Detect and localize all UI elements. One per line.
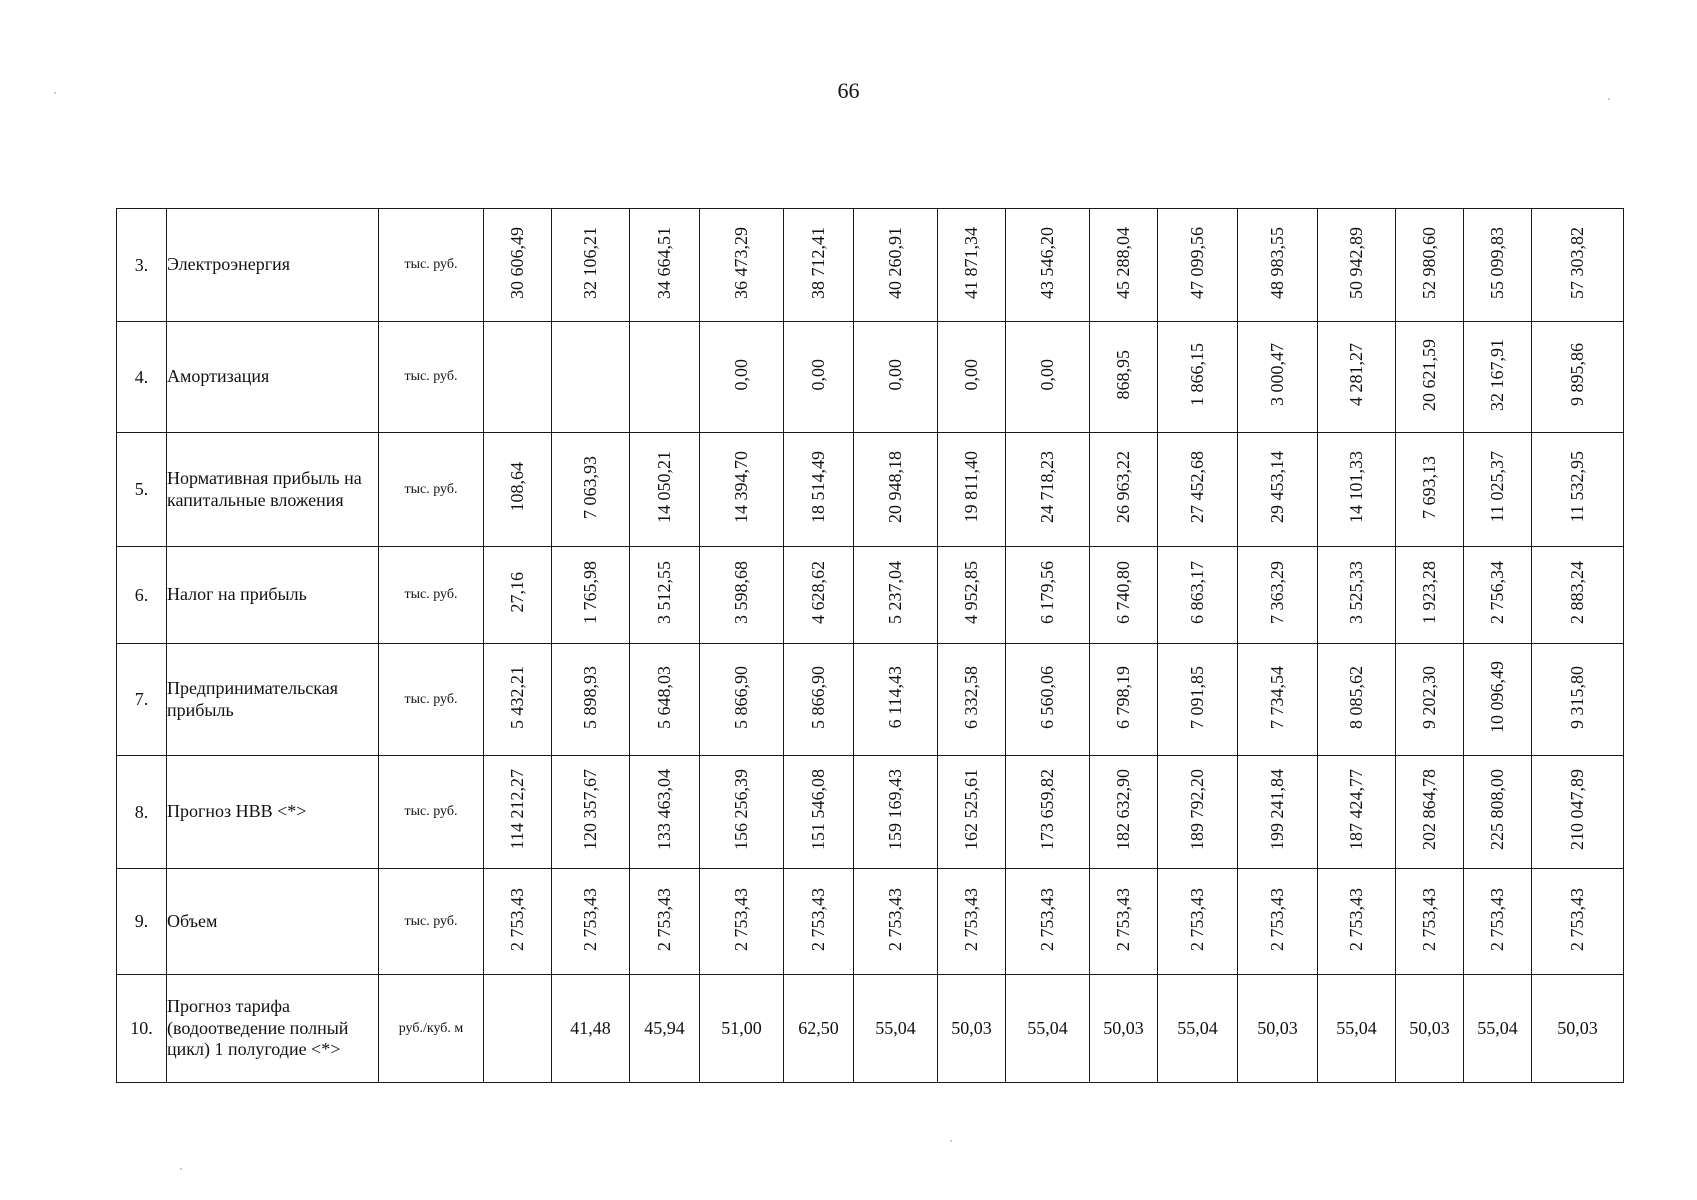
value-cell	[1158, 209, 1238, 322]
value-cell	[1158, 756, 1238, 869]
value-cell	[484, 547, 552, 644]
value-cell: 51,00	[700, 975, 784, 1083]
value-cell	[1090, 756, 1158, 869]
value-text: 2 753,43	[1267, 887, 1287, 951]
value-text: 182 632,90	[1113, 769, 1133, 850]
value-text: 5 898,93	[580, 665, 600, 729]
value-cell	[700, 547, 784, 644]
value-cell	[938, 756, 1006, 869]
value-cell	[1006, 644, 1090, 756]
value-cell	[1238, 547, 1318, 644]
value-text: 0,00	[885, 358, 905, 391]
value-cell	[1006, 209, 1090, 322]
row-number: 10.	[117, 975, 167, 1083]
value-cell	[1318, 644, 1396, 756]
value-cell	[1238, 869, 1318, 975]
value-text: 2 753,43	[1113, 887, 1133, 951]
value-text: 2 753,43	[961, 887, 981, 951]
value-cell	[1238, 209, 1318, 322]
value-text: 52 980,60	[1419, 226, 1439, 299]
row-number: 3.	[117, 209, 167, 322]
value-cell	[1090, 547, 1158, 644]
value-cell	[1238, 433, 1318, 547]
value-cell	[784, 322, 854, 433]
value-cell	[1006, 869, 1090, 975]
value-text: 133 463,04	[654, 769, 674, 850]
value-text: 11 025,37	[1487, 451, 1507, 523]
value-cell	[784, 869, 854, 975]
value-cell	[1532, 209, 1624, 322]
value-text: 6 332,58	[961, 665, 981, 729]
value-text: 2 753,43	[654, 887, 674, 951]
value-cell	[1158, 547, 1238, 644]
value-text: 202 864,78	[1419, 769, 1439, 850]
value-text: 2 753,43	[1487, 887, 1507, 951]
value-text: 2 753,43	[808, 887, 828, 951]
value-cell	[784, 433, 854, 547]
value-cell	[630, 209, 700, 322]
value-text: 156 256,39	[731, 769, 751, 850]
value-text: 4 952,85	[961, 561, 981, 624]
row-number: 8.	[117, 756, 167, 869]
value-text: 32 106,21	[580, 226, 600, 299]
table-row	[117, 644, 1624, 756]
value-cell	[630, 869, 700, 975]
value-text: 27,16	[507, 572, 527, 613]
value-cell	[1396, 756, 1464, 869]
value-cell	[700, 433, 784, 547]
row-unit: тыс. руб.	[379, 322, 484, 433]
value-text: 187 424,77	[1346, 769, 1366, 850]
value-text: 24 718,23	[1037, 451, 1057, 523]
value-text: 14 050,21	[654, 451, 674, 523]
value-text: 5 866,90	[808, 665, 828, 729]
row-indicator-name: Налог на прибыль	[167, 547, 379, 644]
row-unit: тыс. руб.	[379, 209, 484, 322]
value-text: 9 315,80	[1567, 665, 1587, 729]
value-text: 3 525,33	[1346, 561, 1366, 624]
value-text: 43 546,20	[1037, 226, 1057, 299]
value-cell	[484, 975, 552, 1083]
value-text: 29 453,14	[1267, 451, 1287, 523]
scan-speck	[180, 1168, 182, 1170]
value-cell	[1090, 433, 1158, 547]
value-text: 48 983,55	[1267, 226, 1287, 299]
value-text: 34 664,51	[654, 226, 674, 299]
value-cell: 50,03	[1238, 975, 1318, 1083]
value-text: 7 091,85	[1187, 665, 1207, 729]
value-cell	[552, 322, 630, 433]
value-cell	[938, 209, 1006, 322]
row-unit: тыс. руб.	[379, 547, 484, 644]
value-cell	[1006, 322, 1090, 433]
value-text: 26 963,22	[1113, 451, 1133, 523]
table-row	[117, 756, 1624, 869]
value-text: 10 096,49	[1487, 661, 1507, 733]
value-cell	[552, 209, 630, 322]
value-cell	[1464, 644, 1532, 756]
value-cell	[552, 433, 630, 547]
scan-speck	[950, 1140, 952, 1142]
value-cell	[1318, 756, 1396, 869]
value-text: 32 167,91	[1487, 338, 1507, 411]
value-cell	[1238, 756, 1318, 869]
value-text: 11 532,95	[1567, 451, 1587, 523]
value-cell	[938, 644, 1006, 756]
value-cell	[1238, 322, 1318, 433]
table-row	[117, 433, 1624, 547]
value-text: 6 179,56	[1037, 561, 1057, 624]
value-cell	[1006, 756, 1090, 869]
value-cell	[854, 756, 938, 869]
value-cell	[1396, 433, 1464, 547]
value-text: 2 753,43	[1419, 887, 1439, 951]
value-text: 18 514,49	[808, 451, 828, 523]
table-row	[117, 322, 1624, 433]
value-text: 120 357,67	[580, 769, 600, 850]
value-text: 2 753,43	[1187, 887, 1207, 951]
value-cell	[1396, 644, 1464, 756]
value-text: 3 512,55	[654, 561, 674, 624]
value-text: 2 753,43	[1346, 887, 1366, 951]
row-number: 7.	[117, 644, 167, 756]
value-cell	[938, 869, 1006, 975]
value-cell	[1318, 433, 1396, 547]
value-cell	[700, 322, 784, 433]
value-text: 173 659,82	[1037, 769, 1057, 850]
value-cell: 55,04	[854, 975, 938, 1083]
value-cell	[1238, 644, 1318, 756]
value-text: 0,00	[961, 358, 981, 391]
value-text: 2 756,34	[1487, 561, 1507, 624]
value-cell	[484, 322, 552, 433]
value-cell	[1464, 209, 1532, 322]
value-text: 8 085,62	[1346, 665, 1366, 729]
value-text: 6 560,06	[1037, 665, 1057, 729]
row-indicator-name: Электроэнергия	[167, 209, 379, 322]
tariff-forecast-table	[116, 208, 1624, 1083]
value-cell	[1396, 209, 1464, 322]
value-cell	[1464, 869, 1532, 975]
value-cell	[784, 756, 854, 869]
value-cell	[484, 644, 552, 756]
row-indicator-name: Объем	[167, 869, 379, 975]
value-cell: 55,04	[1318, 975, 1396, 1083]
value-text: 2 753,43	[885, 887, 905, 951]
value-text: 4 281,27	[1346, 343, 1366, 406]
value-cell	[1396, 547, 1464, 644]
row-number: 6.	[117, 547, 167, 644]
value-cell: 55,04	[1158, 975, 1238, 1083]
value-text: 20 621,59	[1419, 338, 1439, 411]
row-unit: руб./куб. м	[379, 975, 484, 1083]
value-text: 868,95	[1113, 349, 1133, 400]
row-indicator-name: Амортизация	[167, 322, 379, 433]
value-text: 5 432,21	[507, 665, 527, 729]
value-cell	[784, 547, 854, 644]
value-cell	[630, 433, 700, 547]
row-indicator-name: Предпринимательская прибыль	[167, 644, 379, 756]
row-number: 9.	[117, 869, 167, 975]
value-text: 19 811,40	[961, 451, 981, 523]
value-text: 199 241,84	[1267, 769, 1287, 850]
value-text: 114 212,27	[507, 769, 527, 850]
value-text: 38 712,41	[808, 226, 828, 299]
value-cell	[1532, 547, 1624, 644]
value-text: 9 202,30	[1419, 665, 1439, 729]
value-cell	[552, 869, 630, 975]
value-cell	[1158, 869, 1238, 975]
value-cell	[784, 209, 854, 322]
value-text: 6 863,17	[1187, 561, 1207, 624]
value-text: 41 871,34	[961, 226, 981, 299]
value-cell	[700, 644, 784, 756]
row-indicator-name: Прогноз тарифа (водоотведение полный цикл) 1 полугодие <*>	[167, 975, 379, 1083]
value-cell	[630, 547, 700, 644]
value-cell	[552, 644, 630, 756]
value-cell	[484, 209, 552, 322]
table-row	[117, 869, 1624, 975]
value-cell	[1006, 547, 1090, 644]
value-cell	[1464, 547, 1532, 644]
value-cell	[552, 547, 630, 644]
value-text: 1 866,15	[1187, 343, 1207, 406]
value-text: 50 942,89	[1346, 226, 1366, 299]
scan-speck	[1608, 98, 1610, 100]
value-cell	[552, 756, 630, 869]
value-cell	[854, 869, 938, 975]
value-cell	[1158, 644, 1238, 756]
value-text: 189 792,20	[1187, 769, 1207, 850]
value-cell	[700, 209, 784, 322]
scan-speck	[54, 92, 56, 94]
value-text: 0,00	[808, 358, 828, 391]
value-text: 108,64	[507, 462, 527, 512]
value-cell	[1532, 756, 1624, 869]
value-cell	[1006, 433, 1090, 547]
value-cell	[484, 433, 552, 547]
value-text: 5 866,90	[731, 665, 751, 729]
value-cell	[1532, 644, 1624, 756]
value-text: 14 394,70	[731, 451, 751, 523]
table-body	[117, 209, 1624, 1083]
row-unit: тыс. руб.	[379, 756, 484, 869]
value-cell	[854, 547, 938, 644]
value-text: 4 628,62	[808, 561, 828, 624]
row-number: 4.	[117, 322, 167, 433]
row-indicator-name: Прогноз НВВ <*>	[167, 756, 379, 869]
value-text: 45 288,04	[1113, 226, 1133, 299]
value-cell: 55,04	[1464, 975, 1532, 1083]
value-text: 5 237,04	[885, 561, 905, 624]
value-cell	[484, 756, 552, 869]
value-cell	[1464, 756, 1532, 869]
value-cell	[1532, 433, 1624, 547]
value-text: 0,00	[731, 358, 751, 391]
value-text: 6 740,80	[1113, 561, 1133, 624]
value-text: 57 303,82	[1567, 226, 1587, 299]
value-cell	[854, 209, 938, 322]
value-cell	[854, 433, 938, 547]
value-cell	[630, 644, 700, 756]
value-cell	[1158, 322, 1238, 433]
row-unit: тыс. руб.	[379, 433, 484, 547]
value-text: 210 047,89	[1567, 769, 1587, 850]
value-cell	[630, 322, 700, 433]
value-text: 6 798,19	[1113, 665, 1133, 729]
value-cell	[1090, 209, 1158, 322]
value-cell	[700, 756, 784, 869]
value-cell	[1158, 433, 1238, 547]
row-number: 5.	[117, 433, 167, 547]
value-text: 55 099,83	[1487, 226, 1507, 299]
page-number: 66	[837, 78, 860, 103]
value-text: 47 099,56	[1187, 226, 1207, 299]
value-cell	[1532, 322, 1624, 433]
value-cell	[700, 869, 784, 975]
value-cell	[484, 869, 552, 975]
value-cell: 55,04	[1006, 975, 1090, 1083]
table-row	[117, 547, 1624, 644]
value-text: 27 452,68	[1187, 451, 1207, 523]
value-text: 40 260,91	[885, 226, 905, 299]
value-text: 151 546,08	[808, 769, 828, 850]
value-cell: 50,03	[938, 975, 1006, 1083]
value-text: 1 765,98	[580, 561, 600, 624]
value-text: 30 606,49	[507, 226, 527, 299]
value-cell: 41,48	[552, 975, 630, 1083]
table-row	[117, 209, 1624, 322]
value-text: 2 753,43	[731, 887, 751, 951]
value-text: 6 114,43	[885, 665, 905, 729]
value-text: 36 473,29	[731, 226, 751, 299]
value-cell: 50,03	[1396, 975, 1464, 1083]
value-text: 225 808,00	[1487, 769, 1507, 850]
value-cell: 50,03	[1532, 975, 1624, 1083]
row-unit: тыс. руб.	[379, 644, 484, 756]
value-cell	[1464, 433, 1532, 547]
value-text: 159 169,43	[885, 769, 905, 850]
value-text: 7 693,13	[1419, 455, 1439, 519]
value-text: 3 598,68	[731, 561, 751, 624]
value-cell	[1318, 322, 1396, 433]
value-cell: 50,03	[1090, 975, 1158, 1083]
value-cell	[630, 756, 700, 869]
value-cell	[1396, 869, 1464, 975]
value-cell	[1464, 322, 1532, 433]
value-cell	[1318, 547, 1396, 644]
value-cell	[784, 644, 854, 756]
value-cell	[854, 322, 938, 433]
value-text: 5 648,03	[654, 665, 674, 729]
value-cell	[1090, 322, 1158, 433]
value-text: 2 753,43	[580, 887, 600, 951]
value-cell	[938, 322, 1006, 433]
row-unit: тыс. руб.	[379, 869, 484, 975]
value-text: 1 923,28	[1419, 561, 1439, 624]
value-text: 2 883,24	[1567, 561, 1587, 624]
value-text: 2 753,43	[507, 887, 527, 951]
value-text: 7 734,54	[1267, 665, 1287, 729]
value-text: 3 000,47	[1267, 343, 1287, 406]
value-text: 162 525,61	[961, 769, 981, 850]
value-text: 14 101,33	[1346, 451, 1366, 523]
value-cell	[1090, 869, 1158, 975]
value-cell	[854, 644, 938, 756]
table-row	[117, 975, 1624, 1083]
value-cell	[1318, 869, 1396, 975]
value-text: 2 753,43	[1567, 887, 1587, 951]
value-cell: 62,50	[784, 975, 854, 1083]
value-cell	[1090, 644, 1158, 756]
value-text: 2 753,43	[1037, 887, 1057, 951]
row-indicator-name: Нормативная прибыль на капитальные вложения	[167, 433, 379, 547]
value-text: 0,00	[1037, 358, 1057, 391]
value-cell	[1318, 209, 1396, 322]
value-text: 7 063,93	[580, 455, 600, 519]
value-cell	[1532, 869, 1624, 975]
value-cell	[938, 547, 1006, 644]
value-text: 20 948,18	[885, 451, 905, 523]
value-text: 9 895,86	[1567, 343, 1587, 406]
value-text: 7 363,29	[1267, 561, 1287, 624]
value-cell	[938, 433, 1006, 547]
value-cell: 45,94	[630, 975, 700, 1083]
value-cell	[1396, 322, 1464, 433]
